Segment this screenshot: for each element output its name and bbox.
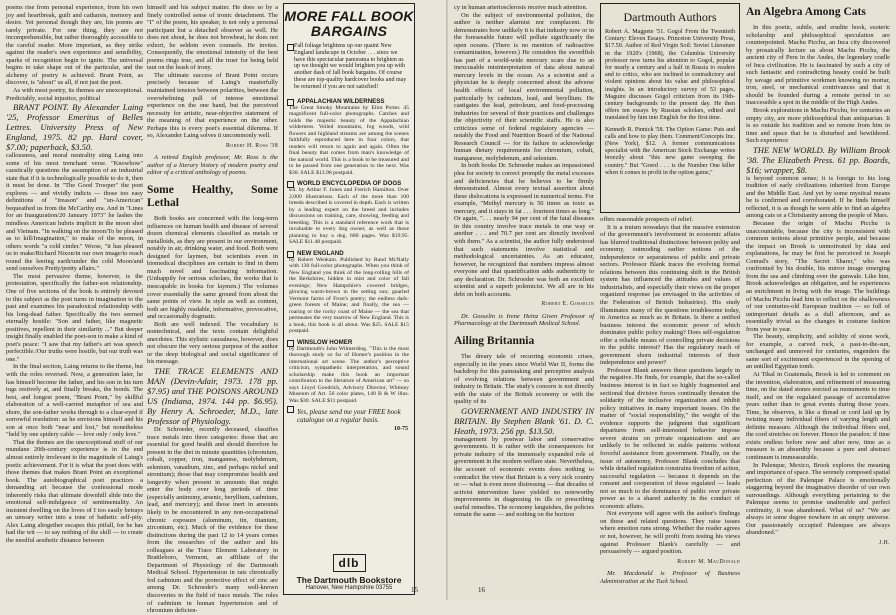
store-location: Hanover, New Hampshire 03755: [305, 585, 393, 591]
paragraph: Because the origin of Machu Picchu is unaccountable, because the city is inconsistent with common notions about primitive people, and because the impact on Brook is unmotivated by data and explanations, he may be first be perceived in Joseph Conrad's story, "The Secret Sharer," who was confronted by his double, his mirror image emerging from the sea and climbing over the gunwale. Like him, Brook acknowledges an obligation, and he experiences an enrichment in living with the image. The buildings of Machu Picchu lead him to reflect on the shallowness of our centuries-old European tradition — so full of unimportant details as a dull afternoon, and as essentially trivial as the changes in costume fashion from year to year.: [746, 220, 890, 333]
paragraph: The ultimate success of Brant Point occurs precisely because of Laing's masterfully maintained tension between polarities, between the overwhelming pull of intense emotional experience on the one hand, but the perceived necessity for artistic, near-objective statement of the meaning of that experience on the other. Perhaps this is every poet's essential dilemma. If so, Alexander Laing solves it uncommonly well.: [147, 71, 278, 140]
box-title: Dartmouth Authors: [623, 10, 717, 24]
paragraph: Brook explorations in Machu Picchu, for centuries an empty city, are more philosophical than antiquarian. It is so outside his tradition and so remote from him in time and space that he is disturbed and bewildered. Such experience: [746, 107, 891, 145]
review-column-3: [746, 4, 890, 589]
checkbox-icon[interactable]: [287, 99, 294, 106]
ad-book-desc: by Dartmouth's John Wilmerding. "This is the most thorough study so far of Homer's position in the international art scene. The author's perceptive criticism, sympathetic interpretation, and sound scholarship make this book an important contribution to the literature of American art" — so says Lloyd Goodrich, Advisory Director, Whitney Museum of Art. 56 color plates, 140 B & W illus. Was $30. SALE $11 postpaid.: [289, 345, 409, 404]
ad-book-title: APPALACHIAN WILDERNESS: [297, 97, 385, 105]
reviewer-signature: Robert M. MacDonald: [677, 558, 740, 565]
paragraph: offers reasonable prospects of relief.: [600, 216, 694, 223]
ad-footer: [284, 575, 414, 591]
paragraph: In Palenque, Mexico, Brook explores the meaning and importance of space. The serenely composed spatial perfection of the Palenque Palace is emotionally staggering beyond the imaginative disorder of our own surroundings. Although everything pertaining to the Palenque seems to promise unalterable and perfect continuity, it was abandoned. What of us? "We are always in some degree nowhere in an empty universe. Our passionately occupied Palenques are always abandoned.": [746, 461, 890, 537]
checkbox-icon[interactable]: [287, 251, 294, 258]
review-column-1: [454, 4, 594, 589]
reviewer-note: Mr. Macdonald is Professor of Business Administration at the Tuck School.: [600, 570, 740, 585]
page-number: 16: [478, 586, 485, 594]
paragraph: cy in human arteriosclerosis receive much attention.: [454, 4, 588, 11]
ad-catalogue-request: Yes, please send me your FREE book catalogue on a regular basis.: [284, 404, 414, 424]
review-column-2: [147, 4, 278, 615]
paragraph: In the final section, Laing returns to the theme, but with the roles reversed. Now, a generation later, he has himself become the father, and his son in his turn tugs restively at, and finally breaks, the bonds. The best, and longest poem, "Brant Point," by skillful elaboration of a well-carried metaphor of sea and shore, the son-father works through to a clear-eyed if sorrowful resolution: as he envisions himself and his son at once both "near and lost," but nonetheless "held by one spidery cable — love only / only love.": [6, 363, 143, 439]
paragraph: The beauty, simplicity, and solidity of stone work, for example, a carved rock, a past-to-the-sun, unchanged and unmoved for centuries, engenders the same sort of excitement experienced in the opening of an untilled Egyptian tomb.: [746, 333, 890, 371]
book-citation: GOVERNMENT AND INDUSTRY IN BRITAIN. By Stephen Blank '61. D. C. Heath, 1973. 256 pp. $13.50.: [454, 405, 594, 436]
review-headline: An Algebra Among Cats: [746, 6, 866, 18]
paragraph: As with most poetry, its themes are unexceptional. Predictably, social injustice, political: [6, 87, 143, 102]
ad-book-item: [284, 250, 414, 335]
ad-book-item: [284, 339, 414, 405]
paragraph: The most pervasive theme, however, is the protestation, specifically the father-son relationship. One of five sections of the book is entirely devoted to this subject as the poet turns in imagination to the past and examines his paradoxical relationship with his long-dead father. Specifically the two seemed eternally hostile: "Son and father, like magnetic positives, repellent in their similarity ..." But deeper insight finally enabled the poet-son to make a kind of poet's peace: "I saw that my father's art was speech perfectible./Our truths were hostile, but our truth was one.": [6, 272, 143, 363]
checkbox-icon[interactable]: [287, 340, 294, 347]
paragraph: On the subject of environmental pollution, the author is neither alarmist nor complacent. He demonstrates how unlikely it is that industry now or in the foreseeable future will pollute significantly the open oceans. (There is no mention of radioactive contamination, however.) He considers the swordfish has part of a world-wide mercury scare due to an inexcusable misinterpretation of data about natural mercury levels in the ocean. As a scientist and a physician he is deeply concerned about the adverse health effects of local environmental pollution, particularly by cadmium, lead, and beryllium. He castigates the lead, petroleum, and food-processing industries for several of their practices and challenges the objectivity of their scientific staffs. He is also criticizes some of federal regulatory agencies — notably the Food and Nutrition Board of the National Research Council — for its failure to acknowledge human dietary requirements for chromium, cobalt, manganese, molybdenum, and selenium.: [454, 11, 594, 162]
review-column-1: [6, 4, 143, 589]
reviewer-note: A retired English professor, Mr. Ross is the author of a literary history of modern poetry and editor of a critical anthology of poems.: [147, 154, 278, 177]
ad-lead: Fall foliage brightens up our quaint New England landscape in October . . . since we have this spectacular panorama to brighten us up we thought we would brighten you up with another dash of fall book bargains. Of course these are top-quality hardcover books and may be returned if you are not satisfied!: [284, 43, 414, 94]
paragraph: In both books Dr. Schroeder makes an impassioned plea for society to correct promptly the metal excesses and deficiencies that he believes to be firmly demonstrated. Almost every textual assertion about these dislocations is expressed in numerical terms. For example, "Methyl mercury is 50 times as toxic as mercury, and it stays in fat . . . fourteen times as long." Or again, ". . . nearly 94 per cent of the fatal diseases in this country involve trace metals in one way or another . . . and 70.7 per cent are directly involved with them." As a scientist, the author fully understood that such statements involve statistical and methodological uncertainties. As an educator, however, he recognized that numbers impress almost everyone and that quantification adds authenticity to any declaration. Dr. Schroeder was both an excellent scientist and a superb polemicist. We all are in his debt on both accounts.: [454, 162, 594, 298]
ad-book-item: [284, 180, 414, 246]
right-page: [448, 0, 896, 600]
book-citation: THE NEW WORLD. By William Brook '38. The Elizabeth Press. 61 pp. Boards, $16; wrapper, $8.: [746, 144, 890, 175]
paragraph: Not everyone will agree with the author's findings on these and related questions. They raise issues where emotion runs strong. Whether the reader agrees or not, however, he will profit from testing his views against Professor Blank's carefully — and persuasively — argued position.: [600, 510, 740, 556]
paragraph: callousness, and moral neutrality sting Laing into some of his most trenchant verse. "Knowhow" caustically questions the assumption of an industrial state that if it is technologically possible to do it, then it must be done. In "The Good Trooper" the poet explores — and vividly indicts — those too easy definitions of "treason" and "un-American" bequeathed us from the McCarthy era. And in "Lines for an Inauguration/20 January 1973" he lashes the mindless American hubris implicit in the moon shot and Vietnam. "In walking on the moon/To be pleased as to kill/Imagination," to make of the moon, in others words "a cold cinder." Worse, "it has pleased us to make/Richard Nixon/in our own image/to reach round the leering earth/under the cold Moon/and send ourselves Pretty/pretty affairs.": [6, 152, 143, 273]
reviewer-signature: Robert E. Gosselin: [541, 301, 594, 308]
book-citation: THE TRACE ELEMENTS AND MAN (Devin-Adair, 1973. 178 pp. $7.95) and THE POISONS AROUND US (Indiana, 1974. 144 pp. $6.95). By Henry A. Schroeder, M.D., late Professor of Physiology.: [147, 365, 278, 426]
paragraph: In this poetic, subtle, and erudite book, esoteric scholarship and philosophical speculation are counterpointed. Machu Picchu, an Inca city discovered by prosaically lecture us about Machu Picchu, the ancient city of Peru in the Andes, the legendary cradle of Inca civilization. He is fascinated by such a city of such fantastic and contradicting beauty could be built by savage and primitive workmen knowing no mortar, iron, steel, or mechanical contrivances and that it should be founded during a remote period in so inaccessible a spot in the middle of the High Andes.: [746, 24, 890, 107]
paragraph: Both books are concerned with the long-term influences on human health and disease of several dozen chemical elements classified as metals or metalloids, as they are present in our environment, notably in air, drinking water, and food. Both were designed for laymen, but scientists even in biomedical disciplines are certain to find in them much novel and fascinating information. (Unhappily for serious scholars, the works that is inescapable in books for laymen.) The volumes cover essentially the same ground from about the same points of view. In style as well as content, both are highly readable, informative, provocative, and occasionally dogmatic.: [147, 215, 278, 321]
paragraph: Dr. Schroeder, recently deceased, classifies trace metals into three categories: those that are essential for good health and should therefore be present in the diet in minute quantities (chromium, cobalt, copper, iron, manganese, molybdenum, selenium, vanadium, zinc, and perhaps nickel and strontium); those that may compromise health and longevity when present in amounts that might enter the body over long periods of time (especially antimony, arsenic, beryllium, cadmium, lead, and mercury); and those inert in amounts likely to be encountered in any non-occupational chronic exposure (aluminum, tin, titanium, zirconium, etc). Much of the evidence for these distinctions during the past 12 to 14 years comes from the researches of the author and his colleagues at the Trace Element Laboratory in Brattleboro, Vermont, an affiliate of the Department of Physiology of the Dartmouth Medical School. Hypertension in rats chronically fed cadmium and the protective effect of zinc are among Dr. Schroeder's many well-known discoveries in the field of trace metals. The roles of cadmium in human hypertension and of chromium deficien-: [147, 425, 278, 615]
checkbox-icon[interactable]: [287, 181, 294, 188]
logo-mark: dlb: [333, 554, 366, 572]
dartmouth-authors-box: [600, 3, 740, 213]
bookstore-ad: [283, 3, 415, 595]
store-name: The Dartmouth Bookstore: [296, 575, 402, 585]
ad-book-title: NEW ENGLAND: [297, 249, 344, 257]
checkbox-icon[interactable]: [287, 44, 294, 51]
paragraph: poems rise from personal experience, from his own joy and heartbreak, guilt and catharsis, memory and desire. Yet personal though they are, his poems are rarely private. For one thing, they are not incomprehensible, but rather thoroughly accessible to the careful reader. More important, as they strike against the reader's own experience and sensibility, sparks of recognition begin to ignite. The universal begins to take shape out of the particular, and the alchemy of poetry is achieved. Brant Point, as discover, is "about" us all, if not just the poet.: [6, 4, 144, 87]
ad-book-title: WINSLOW HOMER: [297, 338, 353, 346]
author-entry: Kenneth R. Pinnick '58. The Option Game: Puts and calls and how to play them. Comment/Concepts Inc. (New York), $12. A former communications specialist with the American Stock Exchange writes breezily about "this new game sweeping the country." But "Greed . . . is the Number One killer when it comes to profit in the option game,": [605, 126, 735, 176]
review-headline: Ailing Britannia: [454, 334, 535, 347]
ad-book-desc: by Robert Wenkam. Published by Rand McNally with 130 full-color photographs. When you think of New England you think of the long-rolling hills of the Berkshires, hidden in mist and color of fall evenings; New Hampshire's covered bridges, glowing warm-brown in the setting sun; gnarled Vermont farms of Frost's poetry; the endless dark-green forests of Maine; and finally, the sea — roaring or the rocky coast of Maine — the sea that permeates the very marrow of New England. This is a book, this book is all about. Was $25. SALE $15 postpaid.: [289, 256, 409, 335]
paragraph: Professor Blank answers these questions largely in the negative. He finds, for example, that the so-called business interest is in fact so highly fragmented and sectional that divisive forces continually threaten the solidarity of the inclusive organization and inhibit policy initiatives in many important issues. On the matter of "social responsibility," the weight of the evidence supports the judgment that significant departures from self-interested behavior impose severe strains on private organizations and are unlikely to be reflected in stable patterns without forceful assistance from government. Finally, on the issue of autonomy, Professor Blank concludes that while detailed regulation constrains freedom of action, successful regulation — because it depends on the consent and cooperation of those regulated — leads not so much to the dominance of public over private power as to a shared authority in the conduct of economic affairs.: [600, 366, 740, 510]
bookstore-logo: [284, 554, 414, 572]
paragraph: At Tikal in Guatemala, Brook is led to comment on the invention, elaboration, and refinement of measuring time, on the dated stones erected as monuments to time itself, and on the regulated passage of accumulative years rather than to great events during those years. Time, he observes, is like a thread or cord laid up by twisting many individual fibers of varying length and definite measure. Although the individual fibers end, the cord stretches on forever. Hence the paradox: if time exists endless before now and after now, time as a measure is an absurdity because a pure and abstract continuum is immeasurable.: [746, 370, 890, 461]
review-headline: Some Healthy, Some Lethal: [147, 184, 278, 210]
ad-title: MORE FALL BOOK BARGAINS: [284, 8, 414, 39]
reviewer-signature: Robert H. Ross '38: [226, 142, 278, 149]
ad-book-item: [284, 98, 414, 177]
author-entry: Robert A. Magpete '51. Gogol From the Twentieth Century: Eleven Essays. Princeton University Press, $17.50. Author of Red Virgin Soil: Soviet Literature in the 1920's (1968), the Columbia University professor now turns his attention to Gogol, popular for nearly a century and a half in Russia to readers and to critics, who are inclined to contradictory and violent opinions about his value and philosophical insights. In an introductory survey of 53 pages, Maguire discusses Gogol criticism from its 19th-century backgrounds to the present day. He then offers ten essays by Russian scholars, edited and translated by him into English for the first time.: [605, 29, 735, 122]
reviewer-note: Dr. Gosselin is Irene Heinz Given Professor of Pharmacology at the Dartmouth Medical School.: [454, 312, 594, 328]
paragraph: Both are well indexed. The vocabulary is nontechnical, and the texts contain delightful anecdotes. This stylistic causalness, however, does not obscure the very serious purpose of the author or the deep biological and social significance of his message.: [147, 320, 278, 366]
ad-book-title: WORLD ENCYCLOPEDIA OF DOGS: [297, 180, 402, 188]
paragraph: The dreary tale of recurring economic crises, especially in the years since World War II, forms the backdrop for this painstaking and perceptive analysis of evolving relations between government and industry in Britain. The study's concern is not directly with the state of the British economy or with the quality of its: [454, 352, 594, 406]
checkbox-icon[interactable]: [287, 406, 294, 413]
reviewer-signature: J.H.: [879, 540, 890, 546]
paragraph: himself and his subject matter. He does so by a finely controlled sense of ironic detachment. The "I" of the poem, his speaker, is not only a personal participant but a detached observer as well. He does not shout, he does not browbeat, he does not exhort, he seldom even counsels. He invites. Consequently, the emotional intensity of the best poems rings true, and all the truer for being held taut on the leash of irony.: [147, 4, 278, 72]
ad-book-desc: The Great Smoky Mountains by Eliot Porter. 45 magnificent full-color photographs. Catches and holds the majestic beauty of the Appalachian wilderness. Veiled mountains, fog woods, wild flowers and highland streams are among the scenes faithfully reproduced here in four colors, that readers will return to again and again. Often the final beauty that comes from man's knowledge of the natural world. This is a book to be treasured and to be passed from one generation to the next. Was $30. SALE $13.98 postpaid.: [289, 104, 409, 176]
page-number: 15: [411, 586, 418, 594]
paragraph: is beyond common sense; it is foreign to his long tradition of early civilizations inherited from Europe and the Middle East. And yet by some mystical means he is confirmed and corroborated. If he finds himself reflected, it is as though he were able to find an algebra among cats or a Christianity among the people of Mars.: [746, 174, 890, 220]
book-citation: BRANT POINT. By Alexander Laing '25, Professor Emeritus of Belles Lettres. University Press of New England, 1975. 82 pp. Hard cover, $7.00; paperback, $3.50.: [6, 102, 143, 153]
paragraph: It is a truism nowadays that the massive extension of the government's involvement in economic affairs has blurred traditional distinctions between polity and economy, outmoding earlier notions of the independence or separateness of public and private sectors. Professor Blank traces the evolving formal relations between this continuing shift in the British system has influenced the attitudes and values of industrialists, and especially their views on the proper organized response (as envisaged in the activities of the Federation of British Industries). His study illuminates many of the questions troublesome today, in America as much as in Britain. Is there a unified business interest the economic power of which dominates public policy making? Does self-regulation offer a reliable means of controlling private decisions in the public interest? Has the regulatory reach of government shorn industrial interests of their independence and power?: [600, 223, 740, 367]
paragraph: management by postwar labor and conservative governments. It is rather with the consequences for private industry of the immensely expanded role of government in the modern welfare state. Nevertheless, the account of economic events does nothing to contradict the view that Britain is a very sick country or — what is even more distressing — that decades of activist intervention have yielded no noteworthy improvements in diagnosing its ills or prescribing useful remedies. The economy languishes, the policies remain the same — and nothing on the horizon: [454, 435, 594, 519]
paragraph: That the themes are the unexceptional stuff of our mundane 20th-century experience is in the end almost entirely irrelevant to the magnitude of Laing's poetic achievement. For it is what the poet does with those themes that makes Brant Point an exceptional book. The autobiographical poet practices a demanding art because the confessional mode inherently risks that ultimate downhill slide into the emotional self-indulgence of sentimentality. An insistent dwelling on the loves of I too easily betrays an unwary writer into a tone of bathetic self-pity. Alex Laing altogether escapes this pitfall, for he has had the wit — to say nothing of the skill — to create the needful aesthetic distance between: [6, 438, 143, 544]
ad-book-desc: Ed. by Arthur F. Jones and Frerich Hamilton. Over 2,000 illustrations. Each of the more than 100 breeds described is covered in depth. Each is written by a leading expert on the breed and includes discussions on training, care, showing, feeding and breeding. This is a standard reference work that is invaluable to every dog owner, as well as those planning to buy a dog. 680 pages. Was $19.95. SALE $11.48 postpaid.: [289, 187, 409, 246]
review-column-2: [600, 216, 740, 588]
ad-code: 10-75: [394, 426, 408, 433]
